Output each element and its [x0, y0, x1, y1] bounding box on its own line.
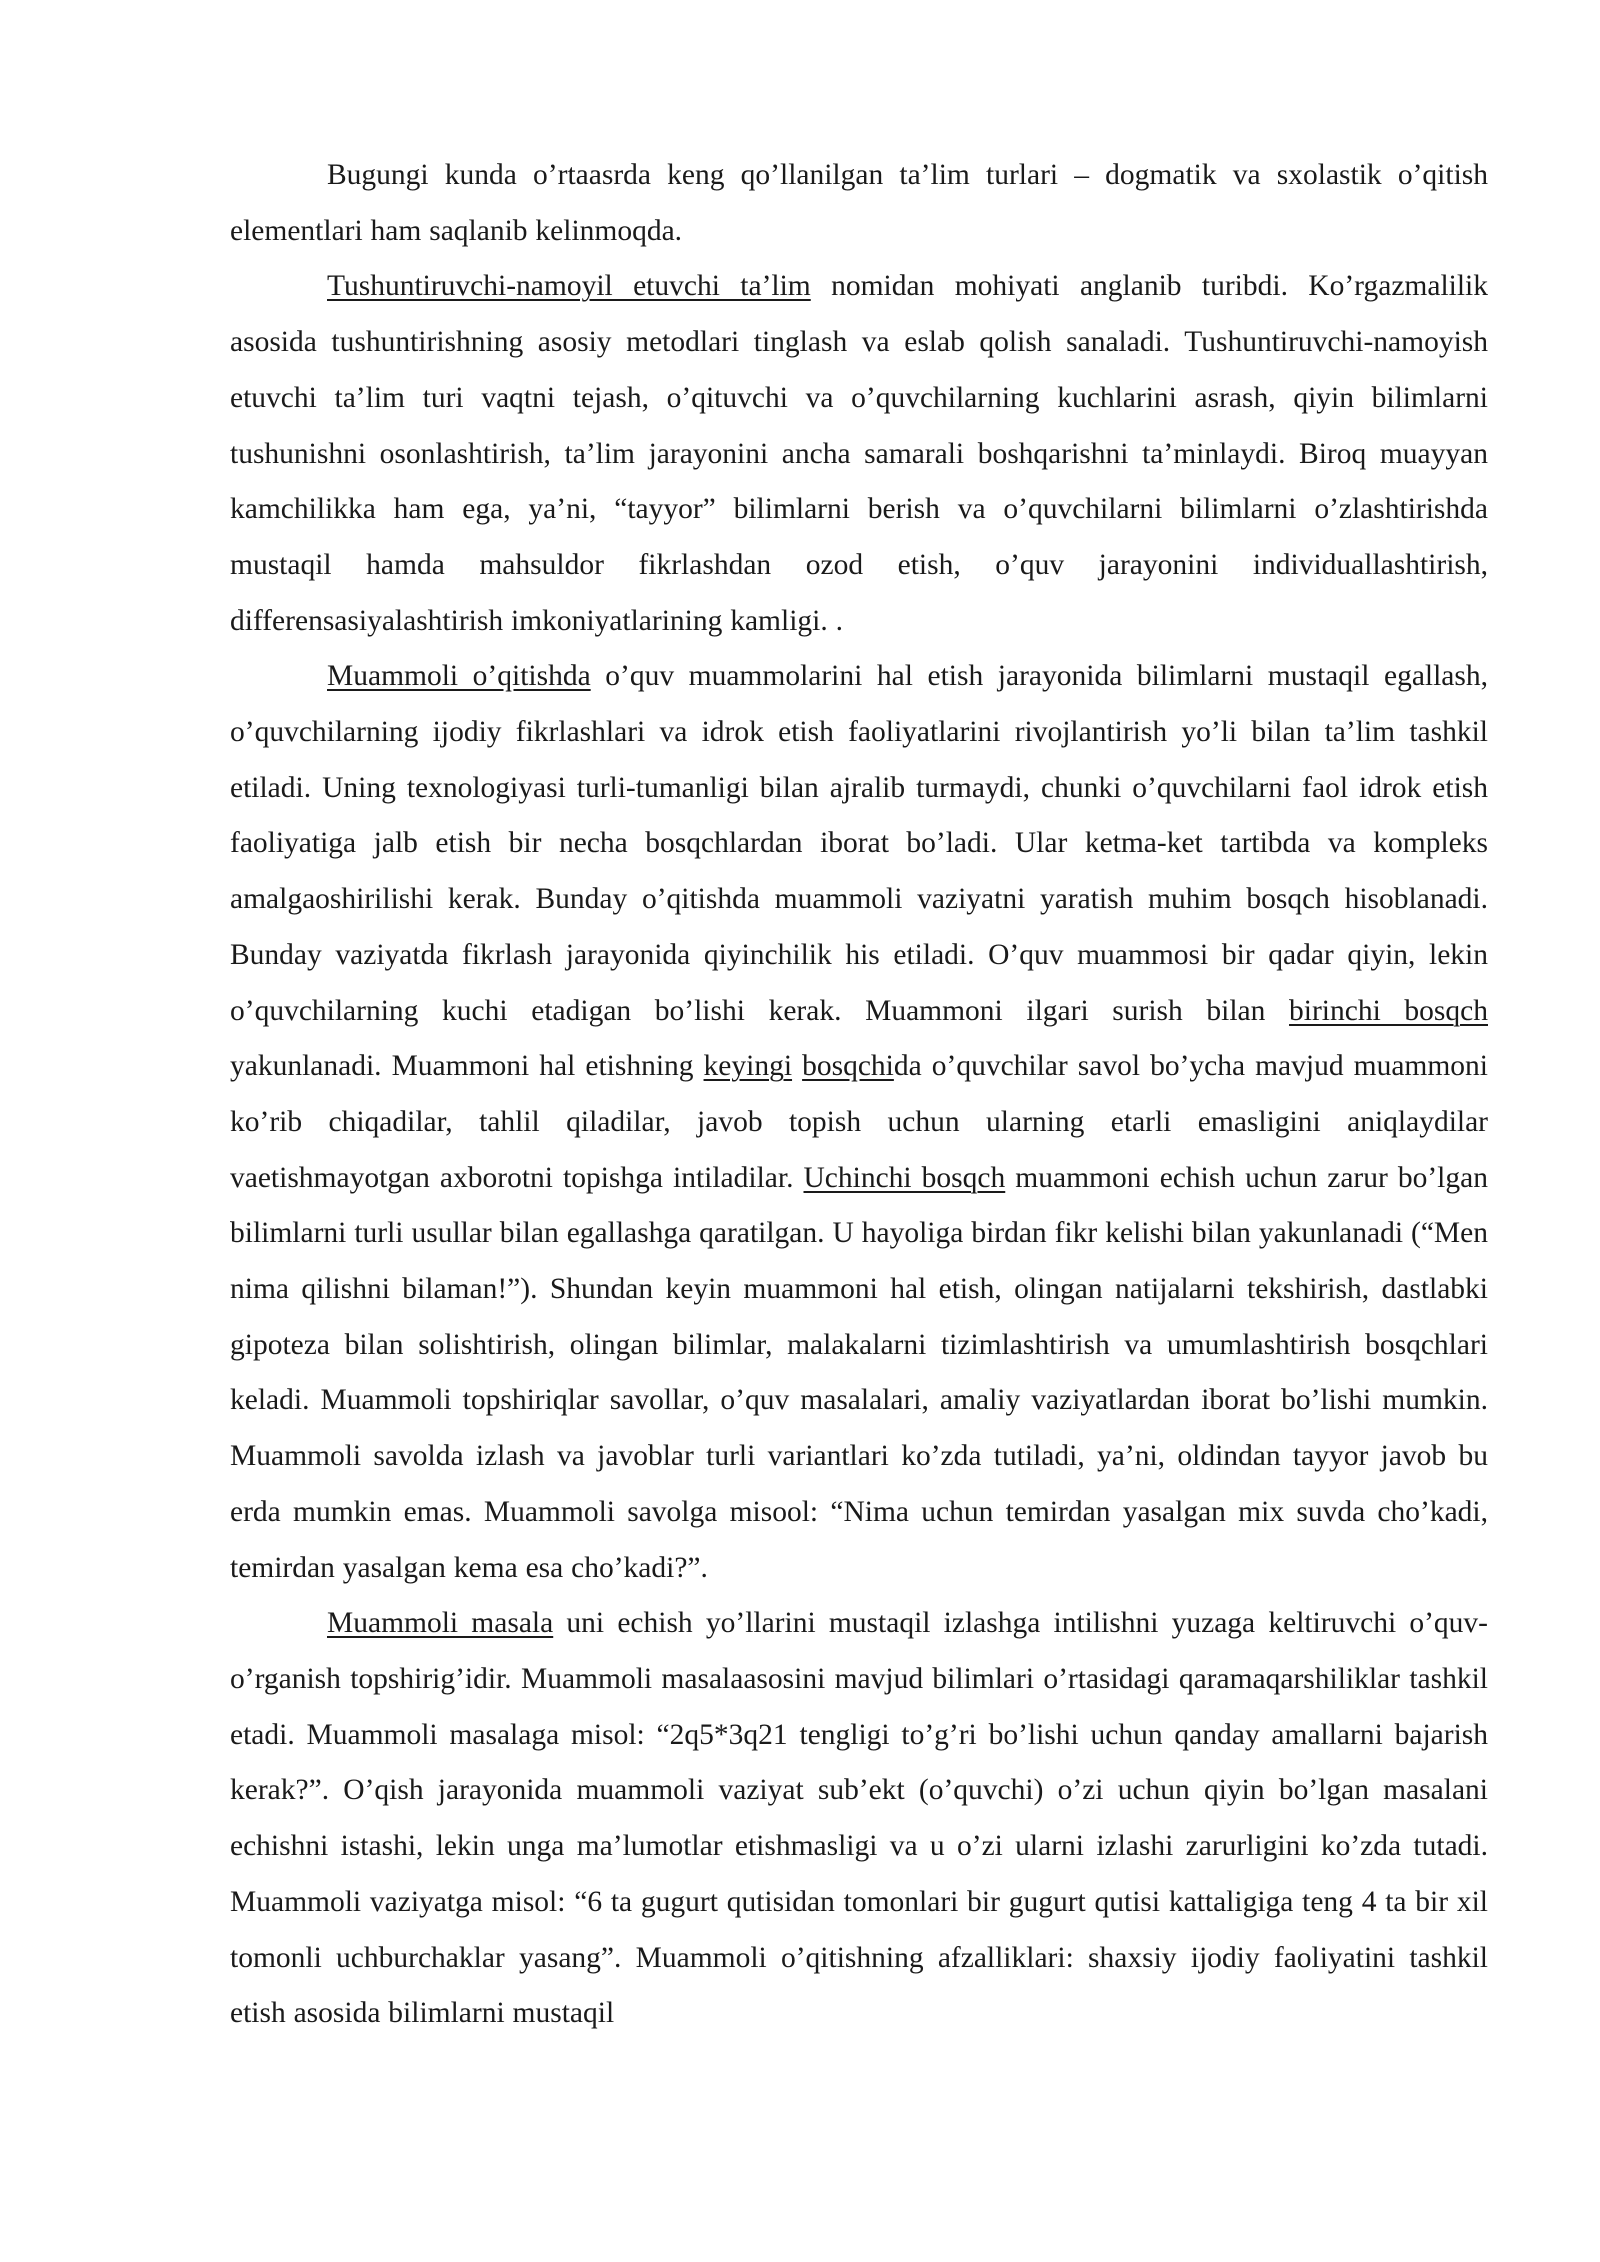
paragraph-3-text-4: muammoni echish uchun zarur bo’lgan bilimlarni turli usullar bilan egallashga qaratilgan. U hayoliga birdan fikr kelishi bilan yakunlanadi (“Men nima qilishni bilaman!”). Shundan keyin muammoni hal etish, olingan natijalarni tekshirish, dastlabki gipoteza bilan solishtirish, olingan bilimlar, malakalarni tizimlashtirish va umumlashtirish bosqchlari keladi. Muammoli topshiriqlar savollar, o’quv masalalari, amaliy vaziyatlardan iborat bo’lishi mumkin. Muammoli savolda izlash va javoblar turli variantlari ko’zda tutiladi, ya’ni, oldindan tayyor javob bu erda mumkin emas. Muammoli savolga misool: “Nima uchun temirdan yasalgan mix suvda cho’kadi, temirdan yasalgan kema esa cho’kadi?”. [230, 1161, 1488, 1584]
paragraph-2 [230, 259, 1488, 649]
term-explanatory-teaching: Tushuntiruvchi-namoyil etuvchi ta’lim [327, 270, 811, 303]
term-problem-teaching: Muammoli o’qitishda [327, 660, 591, 693]
paragraph-1 [230, 148, 1488, 259]
term-next-stage-word2: bosqchi [802, 1050, 894, 1083]
paragraph-3-text-1: o’quv muammolarini hal etish jarayonida bilimlarni mustaqil egallash, o’quvchilarning ijodiy fikrlashlari va idrok etish faoliyatlarini rivojlantirish yo’li bilan ta’lim tashkil etiladi. Uning texnologiyasi turli-tumanligi bilan ajralib turmaydi, chunki o’quvchilarni faol idrok etish faoliyatiga jalb etish bir necha bosqchlardan iborat bo’ladi. Ular ketma-ket tartibda va kompleks amalgaoshirilishi kerak. Bunday o’qitishda muammoli vaziyatni yaratish muhim bosqch hisoblanadi. Bunday vaziyatda fikrlash jarayonida qiyinchilik his etiladi. O’quv muammosi bir qadar qiyin, lekin o’quvchilarning kuchi etadigan bo’lishi kerak. Muammoni ilgari surish bilan [230, 660, 1488, 1027]
term-third-stage: Uchinchi bosqch [803, 1161, 1006, 1194]
paragraph-3-text-2: yakunlanadi. Muammoni hal etishning [230, 1050, 704, 1083]
paragraph-3-text-3: da o’quvchilar savol bo’ycha mavjud muammoni ko’rib chiqadilar, tahlil qiladilar, javob topish uchun ularning etarli emasligini aniqlaydilar vaetishmayotgan axborotni topishga intiladilar. [230, 1050, 1489, 1194]
paragraph-3 [230, 649, 1488, 1596]
paragraph-3-space [792, 1050, 802, 1082]
paragraph-1-text: Bugungi kunda o’rtaasrda keng qo’llanilgan ta’lim turlari – dogmatik va sxolastik o’qitish elementlari ham saqlanib kelinmoqda. [230, 159, 1488, 247]
paragraph-4-text: uni echish yo’llarini mustaqil izlashga intilishni yuzaga keltiruvchi o’quv-o’rganish topshirig’idir. Muammoli masalaasosini mavjud bilimlari o’rtasidagi qaramaqarshiliklar tashkil etadi. Muammoli masalaga misol: “2q5*3q21 tengligi to’g’ri bo’lishi uchun qanday amallarni bajarish kerak?”. O’qish jarayonida muammoli vaziyat sub’ekt (o’quvchi) o’zi uchun qiyin bo’lgan masalani echishni istashi, lekin unga ma’lumotlar etishmasligi va u o’zi ularni izlashi zarurligini ko’zda tutadi. Muammoli vaziyatga misol: “6 ta gugurt qutisidan tomonlari bir gugurt qutisi kattaligiga teng 4 ta bir xil tomonli uchburchaklar yasang”. Muammoli o’qitishning afzalliklari: shaxsiy ijodiy faoliyatini tashkil etish asosida bilimlarni mustaqil [230, 1607, 1488, 2030]
term-next-stage-word1: keyingi [703, 1050, 793, 1083]
paragraph-2-text: nomidan mohiyati anglanib turibdi. Ko’rgazmalilik asosida tushuntirishning asosiy metodlari tinglash va eslab qolish sanaladi. Tushuntiruvchi-namoyish etuvchi ta’lim turi vaqtni tejash, o’qituvchi va o’quvchilarning kuchlarini asrash, qiyin bilimlarni tushunishni osonlashtirish, ta’lim jarayonini ancha samarali boshqarishni ta’minlaydi. Biroq muayyan kamchilikka ham ega, ya’ni, “tayyor” bilimlarni berish va o’quvchilarni bilimlarni o’zlashtirishda mustaqil hamda mahsuldor fikrlashdan ozod etish, o’quv jarayonini individuallashtirish, differensasiyalashtirish imkoniyatlarining kamligi. . [230, 270, 1488, 637]
term-problem-task: Muammoli masala [327, 1607, 554, 1640]
term-first-stage: birinchi bosqch [1289, 994, 1488, 1027]
paragraph-4 [230, 1596, 1488, 2042]
